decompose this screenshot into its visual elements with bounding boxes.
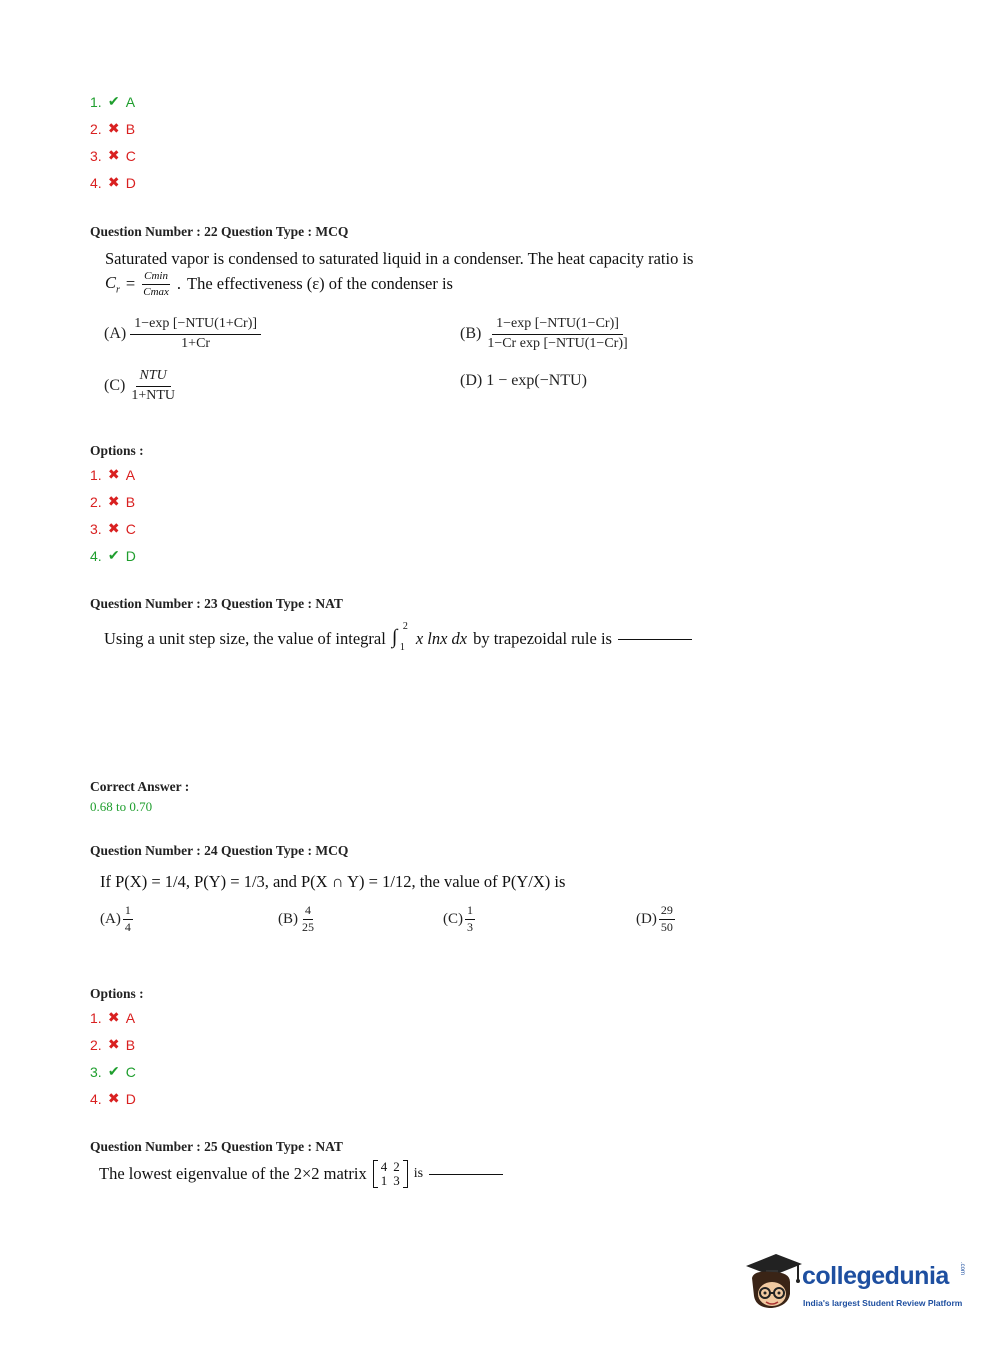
q24-option-3 (90, 1063, 136, 1080)
q21-option-2 (90, 120, 135, 137)
cross-icon: ✖ (107, 174, 120, 190)
option-letter: B (125, 1036, 136, 1053)
q23-answer-blank (618, 639, 692, 640)
option-number: 1. (90, 1009, 102, 1026)
option-letter: D (125, 1090, 136, 1107)
q25-matrix: 4 2 1 3 (373, 1160, 408, 1188)
q22-choice-c: (C) $\frac{\text{NTU}}{\text{1+NTU}}$ (104, 368, 175, 404)
option-letter: D (125, 547, 136, 564)
q23-correct-answer: 0.68 to 0.70 (90, 799, 153, 814)
option-letter: D (125, 174, 136, 191)
q24-option-4 (90, 1090, 136, 1107)
option-number: 4. (90, 547, 102, 564)
q21-option-4 (90, 174, 136, 191)
option-letter: A (125, 1009, 136, 1026)
q22-option-4 (90, 547, 136, 564)
option-letter: C (125, 147, 136, 164)
q23-answer-label: Correct Answer : (90, 779, 190, 794)
option-number: 3. (90, 147, 102, 164)
mascot-icon (742, 1250, 804, 1312)
q24-option-1 (90, 1009, 135, 1026)
option-number: 1. (90, 93, 102, 110)
q24-options-label: Options : (90, 986, 144, 1001)
option-number: 3. (90, 520, 102, 537)
cross-icon: ✖ (107, 1036, 120, 1052)
option-number: 4. (90, 174, 102, 191)
q24-choice-d: (D) $\frac{29}{50}$ (636, 903, 673, 934)
q23-header: Question Number : 23 Question Type : NAT (90, 596, 343, 611)
q22-option-3 (90, 520, 136, 537)
q25-header: Question Number : 25 Question Type : NAT (90, 1139, 343, 1154)
cross-icon: ✖ (107, 520, 120, 536)
option-number: 4. (90, 1090, 102, 1107)
logo-tagline: India's largest Student Review Platform (803, 1298, 963, 1308)
cross-icon: ✖ (107, 147, 120, 163)
option-number: 2. (90, 1036, 102, 1053)
q22-line2: $C_r$ = $\frac{Cmin}{Cmax}$ . The effectiveness (ε) of the condenser is (105, 270, 453, 298)
option-number: 2. (90, 493, 102, 510)
q25-question: The lowest eigenvalue of the 2×2 matrix 4 2 1 3 is (99, 1160, 503, 1188)
q21-option-3 (90, 147, 136, 164)
q24-option-2 (90, 1036, 135, 1053)
q22-option-1 (90, 466, 135, 483)
cross-icon: ✖ (107, 493, 120, 509)
q24-choice-a: (A) $\frac{1}{4}$ (100, 903, 131, 934)
logo-brand: collegedunia (802, 1262, 949, 1290)
q25-answer-blank (429, 1174, 503, 1175)
cross-icon: ✖ (107, 1009, 120, 1025)
option-number: 1. (90, 466, 102, 483)
q24-choice-b: (B) $\frac{4}{25}$ (278, 903, 314, 934)
option-letter: B (125, 493, 136, 510)
q24-choice-c: (C) $\frac{1}{3}$ (443, 903, 473, 934)
cross-icon: ✖ (107, 120, 120, 136)
check-icon: ✔ (107, 93, 120, 109)
option-letter: A (125, 93, 136, 110)
check-icon: ✔ (107, 1063, 120, 1079)
option-number: 2. (90, 120, 102, 137)
collegedunia-logo (742, 1250, 972, 1312)
option-number: 3. (90, 1063, 102, 1080)
q21-option-1 (90, 93, 135, 110)
cross-icon: ✖ (107, 466, 120, 482)
option-letter: A (125, 466, 136, 483)
q24-question: If P(X) = 1/4, P(Y) = 1/3, and P(X ∩ Y) = 1/12, the value of P(Y/X) is (100, 872, 566, 891)
cross-icon: ✖ (107, 1090, 120, 1106)
q24-header: Question Number : 24 Question Type : MCQ (90, 843, 349, 858)
q22-options-label: Options : (90, 443, 144, 458)
logo-suffix: .com (959, 1262, 965, 1276)
option-letter: C (125, 520, 136, 537)
option-letter: B (125, 120, 136, 137)
q22-choice-d: (D) 1 − exp(−NTU) (460, 372, 587, 389)
q22-line1: Saturated vapor is condensed to saturated liquid in a condenser. The heat capacity ratio is (105, 249, 694, 268)
check-icon: ✔ (107, 547, 120, 563)
q22-choice-a: (A) $\frac{\text{1−exp [−NTU(1+Cr)]}}{1+Cr}$ (104, 316, 261, 352)
q22-header: Question Number : 22 Question Type : MCQ (90, 224, 349, 239)
q22-choice-b: (B) $\frac{\text{1−exp [−NTU(1−Cr)]}}{\text{1−Cr exp [−NTU(1−Cr)]}}$ (460, 316, 628, 352)
q22-option-2 (90, 493, 135, 510)
option-letter: C (125, 1063, 136, 1080)
q23-question: Using a unit step size, the value of integral ∫ 2 1 x lnx dx by trapezoidal rule is (104, 628, 692, 650)
